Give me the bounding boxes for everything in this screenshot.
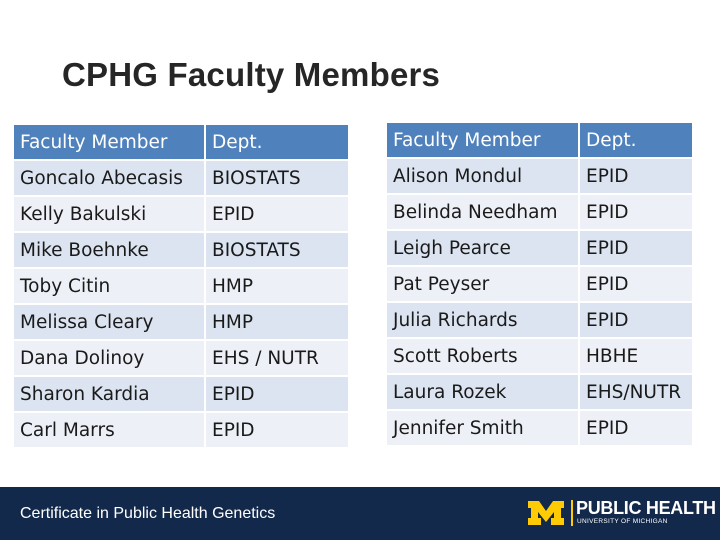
table-header-row — [14, 125, 348, 159]
table-row — [387, 339, 692, 373]
faculty-name-cell: Melissa Cleary — [14, 305, 204, 339]
dept-cell: HMP — [204, 305, 348, 339]
table-row — [14, 341, 348, 375]
table-row — [14, 233, 348, 267]
column-header-dept: Dept. — [204, 125, 348, 159]
faculty-name-cell: Laura Rozek — [387, 375, 578, 409]
dept-cell: EPID — [578, 195, 692, 229]
dept-cell: HBHE — [578, 339, 692, 373]
table-row — [14, 305, 348, 339]
column-header-faculty-member: Faculty Member — [14, 125, 204, 159]
faculty-name-cell: Julia Richards — [387, 303, 578, 337]
dept-cell: EHS/NUTR — [578, 375, 692, 409]
dept-cell: EPID — [204, 413, 348, 447]
table-row — [387, 375, 692, 409]
dept-cell: EPID — [578, 267, 692, 301]
faculty-table-right — [387, 121, 692, 447]
logo-divider — [571, 500, 573, 526]
faculty-name-cell: Mike Boehnke — [14, 233, 204, 267]
dept-cell: EHS / NUTR — [204, 341, 348, 375]
table-row — [14, 161, 348, 195]
dept-cell: HMP — [204, 269, 348, 303]
table-row — [387, 231, 692, 265]
faculty-name-cell: Belinda Needham — [387, 195, 578, 229]
block-m-icon — [527, 500, 565, 526]
faculty-name-cell: Goncalo Abecasis — [14, 161, 204, 195]
dept-cell: EPID — [578, 159, 692, 193]
logo-text: PUBLIC HEALTH — [576, 498, 716, 518]
table-row — [14, 197, 348, 231]
dept-cell: EPID — [204, 377, 348, 411]
logo-subtext: UNIVERSITY OF MICHIGAN — [577, 518, 668, 525]
table-row — [14, 413, 348, 447]
faculty-name-cell: Dana Dolinoy — [14, 341, 204, 375]
table-row — [387, 159, 692, 193]
table-row — [387, 267, 692, 301]
faculty-name-cell: Sharon Kardia — [14, 377, 204, 411]
column-header-faculty-member: Faculty Member — [387, 123, 578, 157]
table-row — [14, 269, 348, 303]
faculty-table-left — [14, 123, 348, 449]
footer-text: Certificate in Public Health Genetics — [20, 505, 276, 522]
faculty-name-cell: Carl Marrs — [14, 413, 204, 447]
table-row — [387, 411, 692, 445]
dept-cell: BIOSTATS — [204, 233, 348, 267]
table-row — [387, 303, 692, 337]
faculty-name-cell: Jennifer Smith — [387, 411, 578, 445]
dept-cell: EPID — [204, 197, 348, 231]
dept-cell: BIOSTATS — [204, 161, 348, 195]
faculty-name-cell: Alison Mondul — [387, 159, 578, 193]
dept-cell: EPID — [578, 303, 692, 337]
faculty-name-cell: Scott Roberts — [387, 339, 578, 373]
slide-title: CPHG Faculty Members — [62, 56, 441, 93]
faculty-name-cell: Pat Peyser — [387, 267, 578, 301]
faculty-name-cell: Toby Citin — [14, 269, 204, 303]
table-header-row — [387, 123, 692, 157]
table-row — [387, 195, 692, 229]
faculty-name-cell: Kelly Bakulski — [14, 197, 204, 231]
column-header-dept: Dept. — [578, 123, 692, 157]
dept-cell: EPID — [578, 231, 692, 265]
faculty-name-cell: Leigh Pearce — [387, 231, 578, 265]
table-row — [14, 377, 348, 411]
dept-cell: EPID — [578, 411, 692, 445]
